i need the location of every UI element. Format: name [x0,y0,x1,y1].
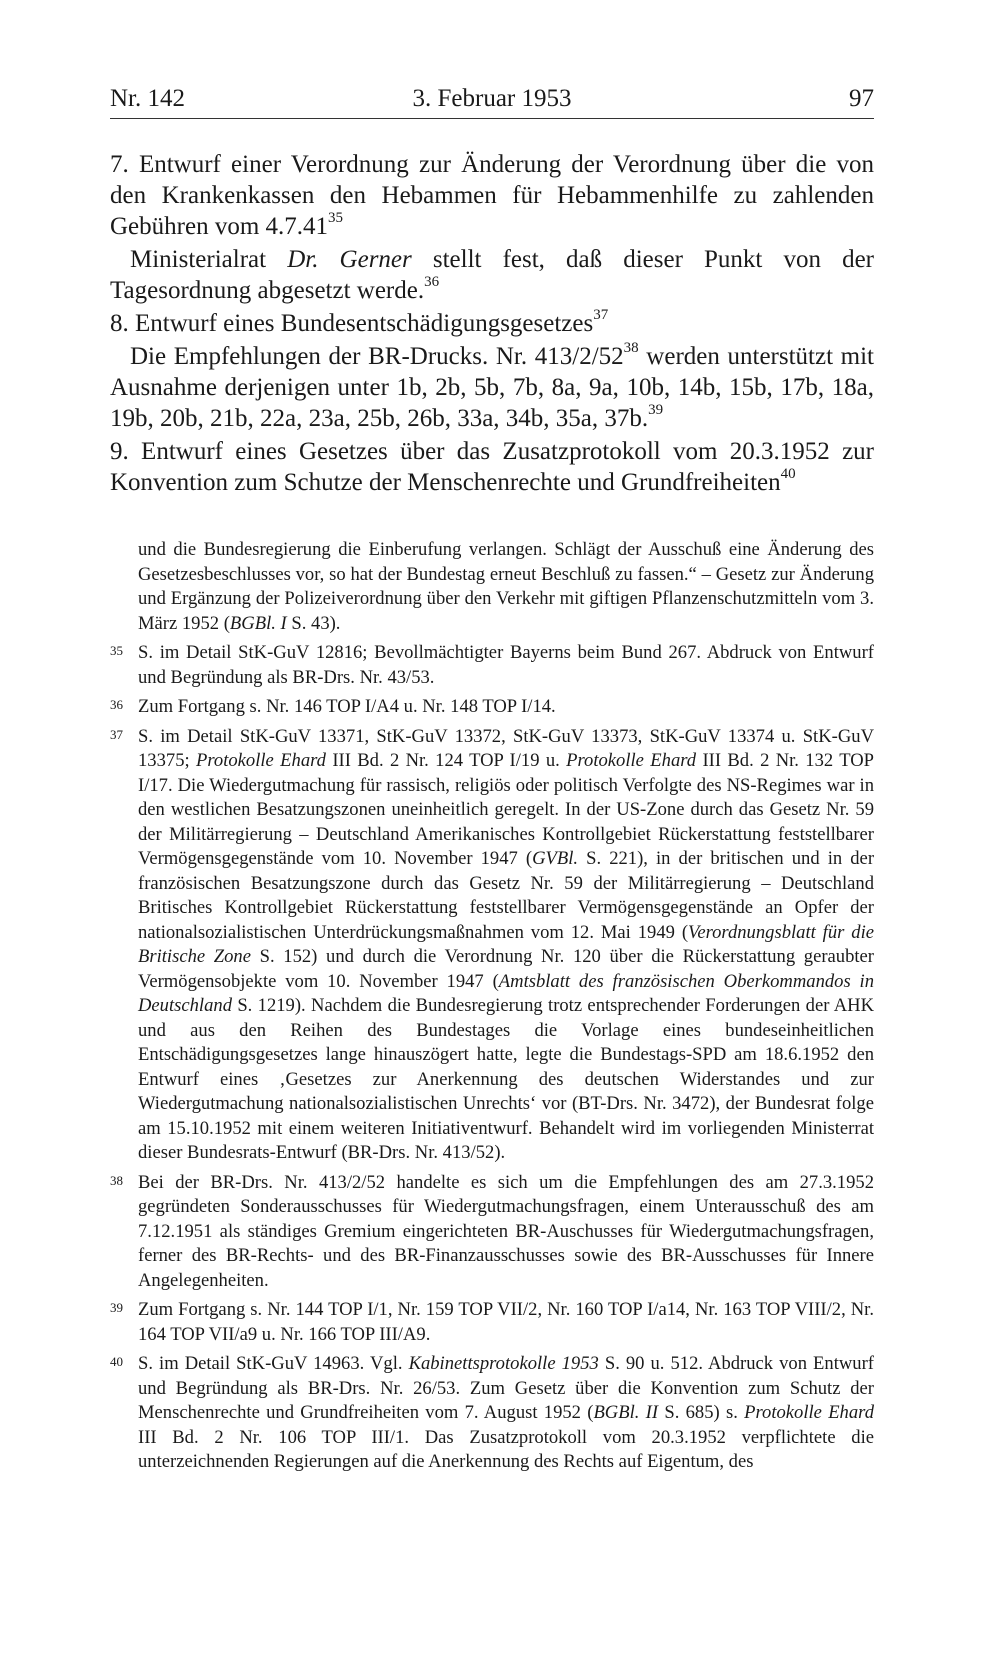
footnote-text: Zum Fortgang s. Nr. 144 TOP I/1, Nr. 159 TOP VII/2, Nr. 160 TOP I/a14, Nr. 163 TOP VIII/2, Nr. 164 TOP VII/a9 u. Nr. 166 TOP III/A9. [138,1299,874,1345]
agenda-item-7: 7. Entwurf einer Verordnung zur Änderung der Verordnung über die von den Krankenkassen den Hebammen für Hebammenhilfe zu zahlenden Gebühren vom 4.7.41$^{35}$ [110,151,874,240]
footnote-number: 40 [110,1354,123,1369]
footnote-ref-35[interactable]: 35 [328,210,344,227]
running-header [110,78,874,119]
footnote-number: 37 [110,726,123,742]
document-number: Nr. 142 [110,85,185,112]
main-text [110,149,874,498]
page [110,78,875,1472]
header-date: 3. Februar 1953 [412,85,572,112]
footnote-text: Zum Fortgang s. Nr. 146 TOP I/A4 u. Nr. 148 TOP I/14. [138,696,556,717]
page-number: 97 [849,85,874,112]
agenda-item-7-note: Ministerialrat Dr. Gerner stellt fest, daß dieser Punkt von der Tagesordnung abgesetzt werde.$^{36}$ [110,246,875,304]
footnote-ref-36[interactable]: 36 [424,274,440,291]
footnote-36 [110,695,874,720]
agenda-item-9: 9. Entwurf eines Gesetzes über das Zusatzprotokoll vom 20.3.1952 zur Konvention zum Schutze der Menschenrechte und Grundfreiheiten$^{40}$ [110,438,874,496]
footnote-ref-37[interactable]: 37 [593,307,609,324]
footnote-text: S. im Detail StK-GuV 12816; Bevollmächtigter Bayerns beim Bund 267. Abdruck von Entwurf und Begründung als BR-Drs. Nr. 43/53. [138,642,874,688]
footnote-38 [110,1171,874,1294]
footnote-number: 39 [110,1300,123,1315]
footnote-text: S. im Detail StK-GuV 14963. Vgl. Kabinettsprotokolle 1953 S. 90 u. 512. Abdruck von Entwurf und Begründung als BR-Drs. Nr. 26/53. Zum Gesetz über die Konvention zum Schutz der Menschenrechte und Grundfreiheiten vom 7. August 1952 (BGBl. II S. 685) s. Protokolle Ehard III Bd. 2 Nr. 106 TOP III/1. Das Zusatzprotokoll vom 20.3.1952 verpflichtete die unterzeichnenden Regierungen auf die Anerkennung des Rechts auf Eigentum, des [138,1353,874,1472]
footnote-ref-39[interactable]: 39 [648,402,664,419]
footnote-text: Bei der BR-Drs. Nr. 413/2/52 handelte es sich um die Empfehlungen des am 27.3.1952 gegründeten Sonderausschusses für Wiedergutmachungsfragen, einem Unterausschuß des am 7.12.1951 als ständiges Gremium eingerichteten BR-Auschusses für Wiedergutmachungsfragen, ferner des BR-Rechts- und des BR-Finanzausschusses sowie des BR-Ausschusses für Innere Angelegenheiten. [138,1171,874,1291]
footnote-37 [110,725,874,1166]
footnote-text: S. im Detail StK-GuV 13371, StK-GuV 13372, StK-GuV 13373, StK-GuV 13374 u. StK-GuV 13375; Protokolle Ehard III Bd. 2 Nr. 124 TOP I/19 u. Protokolle Ehard III Bd. 2 Nr. 132 TOP I/17. Die Wiedergutmachung für rassisch, religiös oder politisch Verfolgte des NS-Regimes war in den westlichen Besatzungszonen uneinheitlich geregelt. In der US-Zone durch das Gesetz Nr. 59 der Militärregierung – Deutschland Amerikanisches Kontrollgebiet Rückerstattung feststellbarer Vermögensgegenstände vom 10. November 1947 (GVBl. S. 221), in der britischen und in der französischen Besatzungszone durch das Gesetz Nr. 59 der Militärregierung – Deutschland Britisches Kontrollgebiet Rückerstattung feststellbarer Vermögensgegenstände an Opfer der nationalsozialistischen Unterdrückungsmaßnahmen vom 12. Mai 1949 (Verordnungsblatt für die Britische Zone S. 152) und durch die Verordnung Nr. 120 über die Rückerstattung geraubter Vermögensobjekte vom 10. November 1947 (Amtsblatt des französischen Oberkommandos in Deutschland S. 1219). Nachdem die Bundesregierung trotz entsprechender Forderungen der AHK und aus den Reihen des Bundestages die Vorlage eines bundeseinheitlichen Entschädigungsgesetzes lange hinauszögert hatte, legte die Bundestags-SPD am 18.6.1952 den Entwurf eines ‚Gesetzes zur Anerkennung des deutschen Widerstandes und zur Wiedergutmachung nationalsozialistischen Unrechts‘ vor (BT-Drs. Nr. 3472), der Bundesrat folge am 15.10.1952 mit einem weiteren Initiativentwurf. Behandelt wird im vorliegenden Ministerrat dieser Bundesrats-Entwurf (BR-Drs. Nr. 413/52). [138,725,875,1163]
footnote-number: 38 [110,1172,123,1188]
footnote-ref-38[interactable]: 38 [623,340,639,357]
footnote-40 [110,1352,874,1475]
footnotes [110,538,874,1480]
footnote-ref-40[interactable]: 40 [780,466,796,483]
agenda-item-8: 8. Entwurf eines Bundesentschädigungsgesetzes$^{37}$ [110,307,609,337]
agenda-item-8-note: Die Empfehlungen der BR-Drucks. Nr. $413/2/52^{38}$ werden unterstützt mit Ausnahme derjenigen unter 1b, 2b, 5b, 7b, 8a, 9a, 10b, 14b, 15b, 17b, 18a, 19b, 20b, 21b, 22a, 23a, 25b, 26b, 33a, 34b, 35a, 37b.$^{39}$ [110,340,874,432]
footnote-39 [110,1298,874,1347]
footnote-continuation: und die Bundesregierung die Einberufung verlangen. Schlägt der Ausschuß eine Änderung des Gesetzesbeschlusses vor, so hat der Bundestag erneut Beschluß zu fassen.“ – Gesetz zur Änderung und Ergänzung der Polizeiverordnung über den Verkehr mit giftigen Pflanzenschutzmitteln vom 3. März 1952 (BGBl. I S. 43). [138,539,874,634]
person-name: Dr. Gerner [287,246,412,273]
footnote-number: 36 [110,697,123,712]
footnote-number: 35 [110,643,123,658]
footnote-35 [110,641,874,690]
